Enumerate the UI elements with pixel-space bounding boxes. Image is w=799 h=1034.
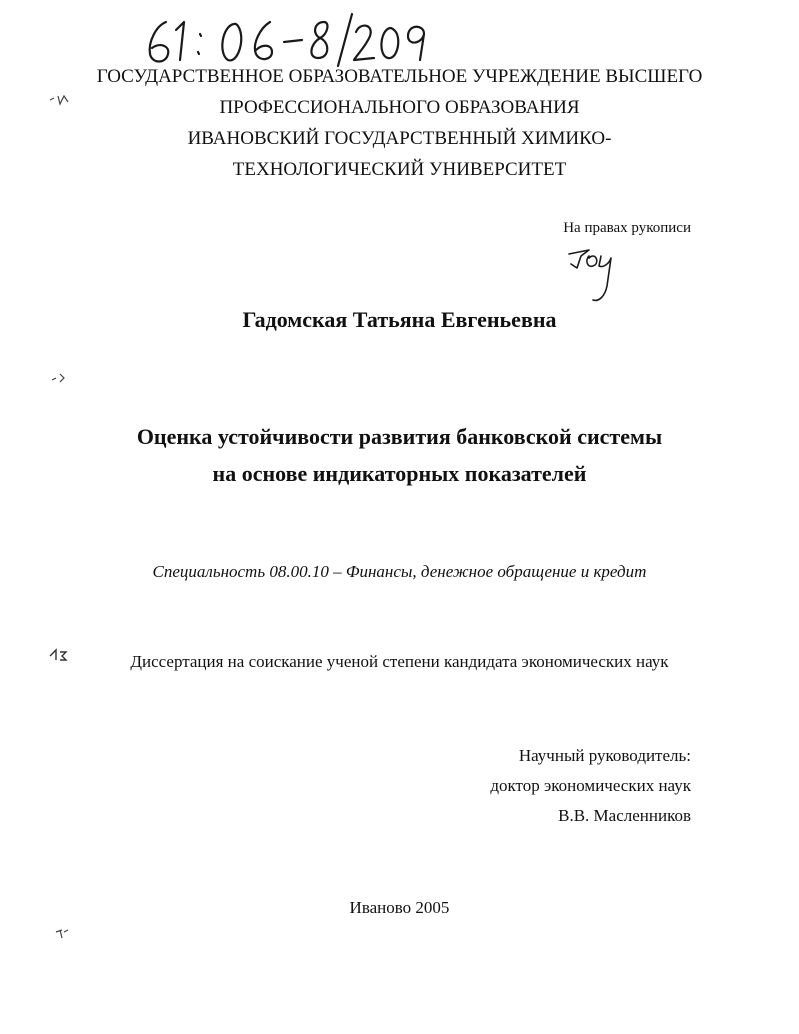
- scan-mark: [48, 92, 72, 108]
- specialty-line: Специальность 08.00.10 – Финансы, денежное обращение и кредит: [152, 562, 647, 581]
- scan-mark: [54, 926, 70, 942]
- handwritten-archive-number: [138, 8, 438, 68]
- supervisor-degree: доктор экономических наук: [490, 776, 691, 795]
- dissertation-line: Диссертация на соискание ученой степени кандидата экономических наук: [130, 652, 669, 671]
- scan-mark: [50, 370, 70, 386]
- author-name: Гадомская Татьяна Евгеньевна: [242, 307, 557, 332]
- handwritten-signature: [563, 246, 633, 306]
- supervisor-label: Научный руководитель:: [518, 746, 691, 765]
- city-year: Иваново 2005: [349, 898, 450, 917]
- institution-line-2: ПРОФЕССИОНАЛЬНОГО ОБРАЗОВАНИЯ: [219, 97, 580, 118]
- title-line-1: Оценка устойчивости развития банковской системы: [136, 424, 663, 449]
- institution-line-4: ТЕХНОЛОГИЧЕСКИЙ УНИВЕРСИТЕТ: [232, 159, 567, 180]
- supervisor-name: В.В. Масленников: [558, 806, 691, 825]
- institution-line-1: ГОСУДАРСТВЕННОЕ ОБРАЗОВАТЕЛЬНОЕ УЧРЕЖДЕНИЕ ВЫСШЕГО: [96, 66, 703, 87]
- scan-mark: [48, 646, 70, 664]
- title-line-2: на основе индикаторных показателей: [212, 461, 587, 486]
- rights-label: На правах рукописи: [563, 220, 691, 236]
- institution-line-3: ИВАНОВСКИЙ ГОСУДАРСТВЕННЫЙ ХИМИКО-: [187, 128, 612, 149]
